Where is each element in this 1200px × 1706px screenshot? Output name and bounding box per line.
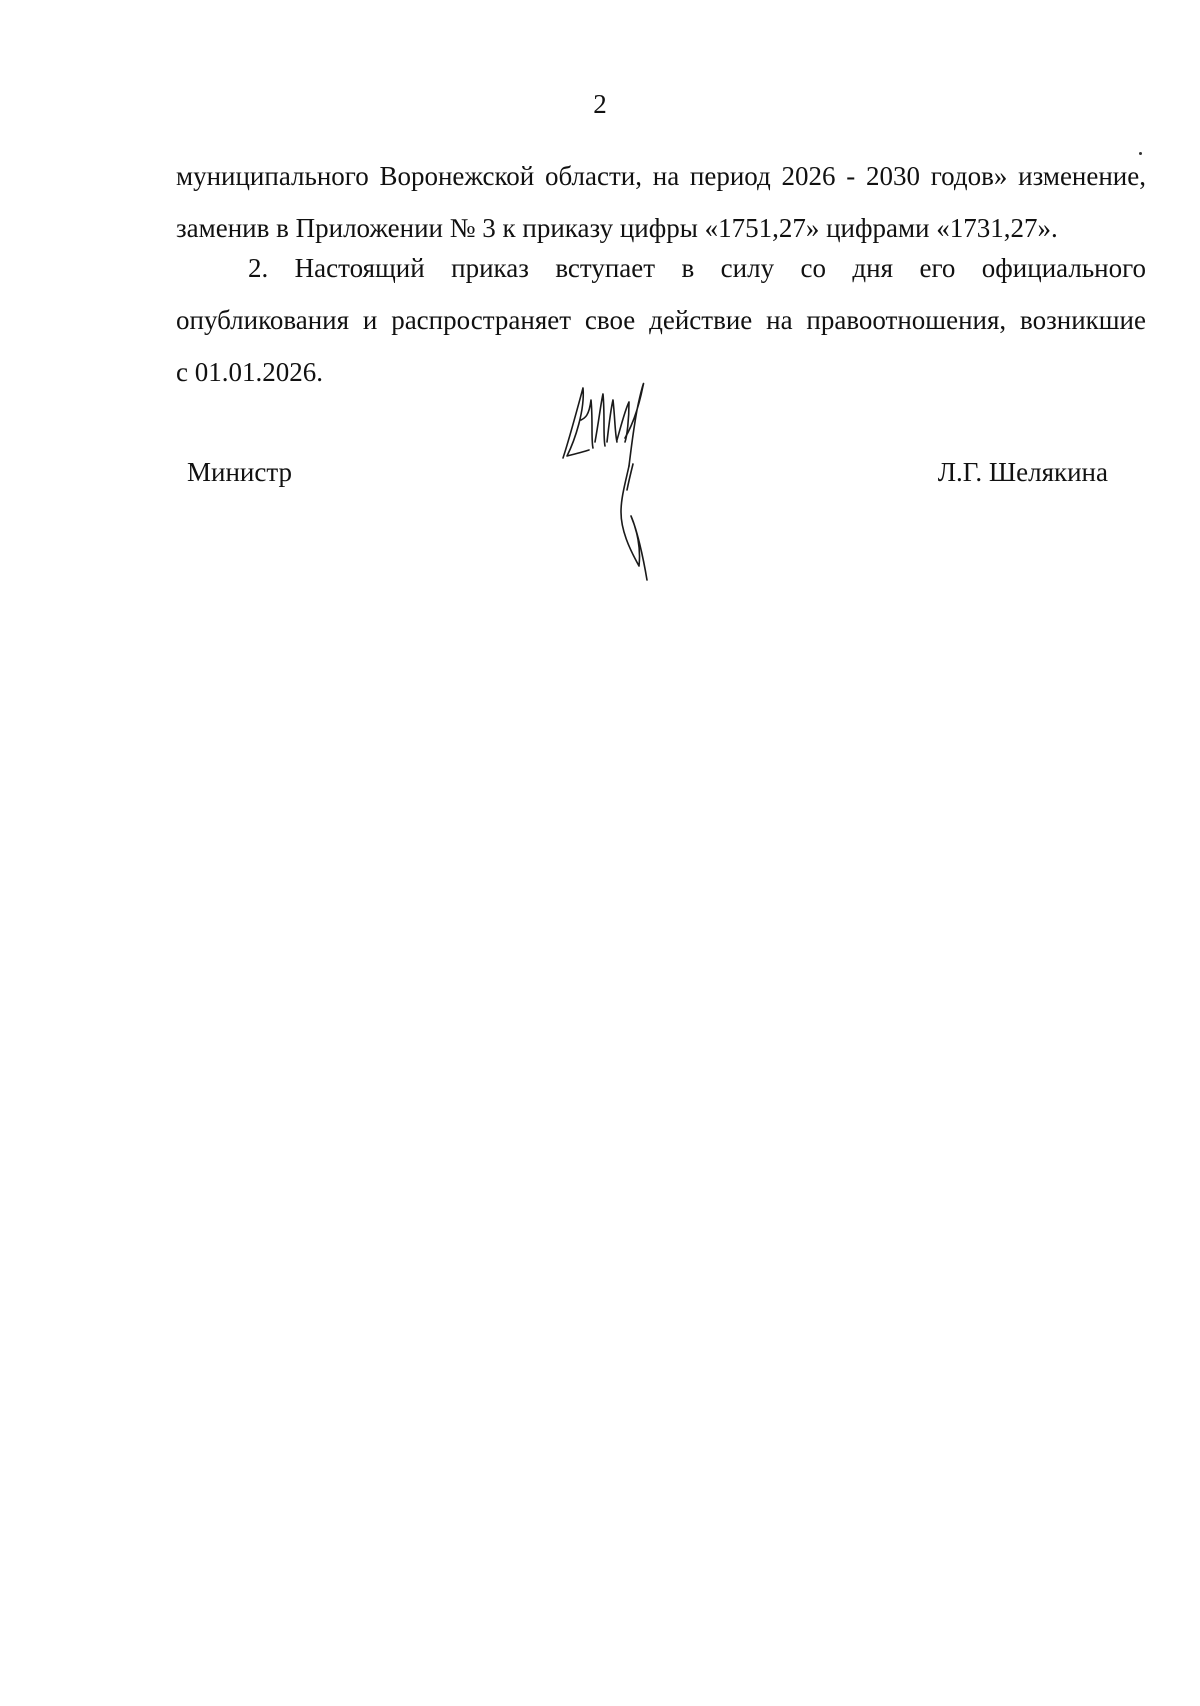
signatory-name: Л.Г. Шелякина	[937, 457, 1108, 487]
paragraph-line: с 01.01.2026.	[176, 357, 323, 387]
paragraph-line: опубликования и распространяет свое действие на правоотношения, возникшие	[176, 305, 1146, 335]
paragraph-line: заменив в Приложении № 3 к приказу цифры «1751,27» цифрами «1731,27».	[176, 213, 1058, 243]
page-number: 2	[593, 89, 607, 119]
paragraph-line: муниципального Воронежской области, на период 2026 - 2030 годов» изменение,	[176, 161, 1146, 191]
position-title: Министр	[187, 457, 292, 487]
handwritten-signature	[555, 380, 685, 595]
paragraph-line: 2. Настоящий приказ вступает в силу со дня его официального	[248, 253, 1146, 283]
paragraph-effective-date	[176, 242, 1146, 398]
paragraph-amendment	[176, 150, 1146, 254]
